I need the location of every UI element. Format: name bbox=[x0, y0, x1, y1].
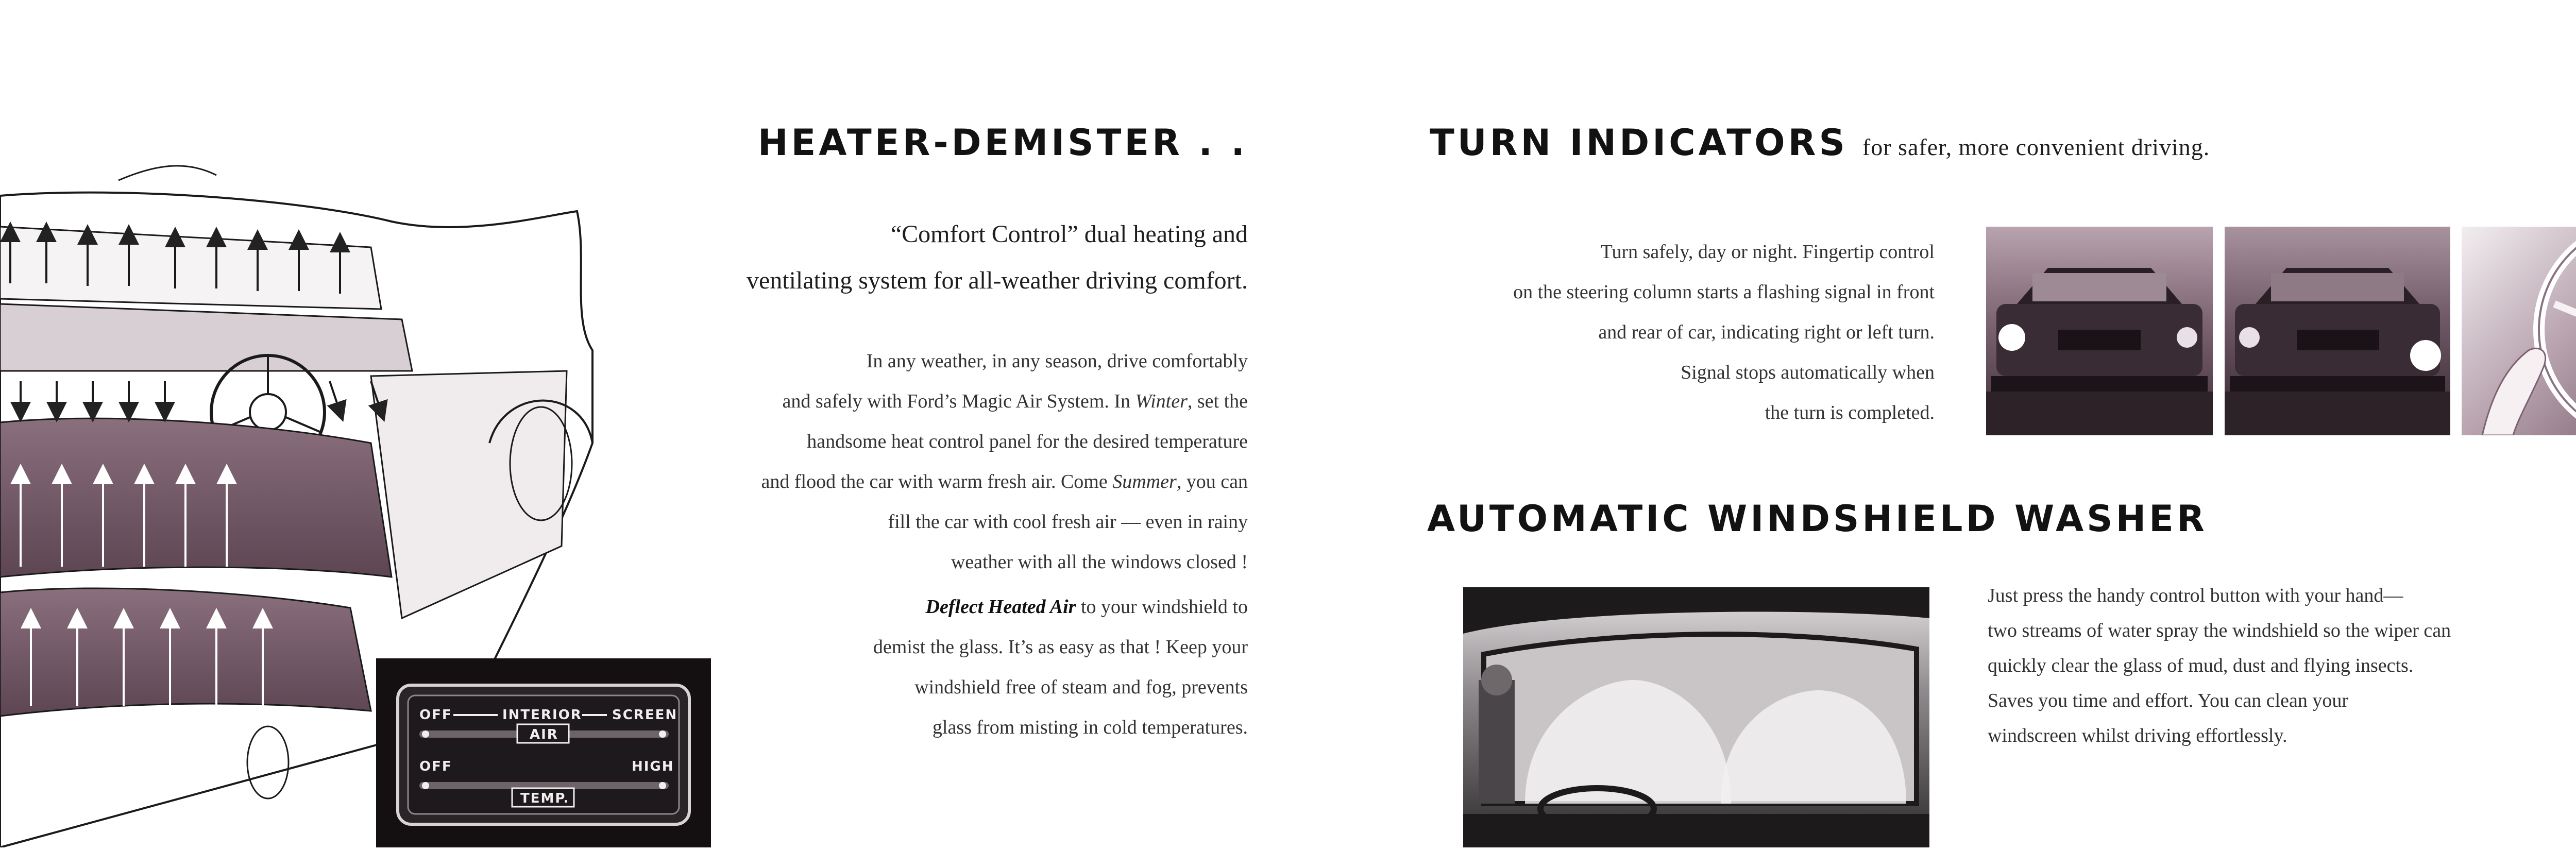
para-line: glass from misting in cold temperatures. bbox=[932, 717, 1248, 738]
car-front-photo-right bbox=[2225, 227, 2450, 435]
temp-high-label: HIGH bbox=[632, 759, 674, 774]
air-tag: AIR bbox=[530, 727, 558, 742]
para-line: two streams of water spray the windshield so the wiper can bbox=[1988, 620, 2451, 641]
para-line: fill the car with cool fresh air — even in rainy bbox=[888, 511, 1248, 533]
windshield-washer-photo bbox=[1463, 587, 1929, 847]
air-screen-label: SCREEN bbox=[612, 707, 678, 723]
para-line: quickly clear the glass of mud, dust and flying insects. bbox=[1988, 655, 2414, 676]
heater-intro-line: ventilating system for all-weather driving comfort. bbox=[746, 267, 1248, 294]
air-interior-label: INTERIOR bbox=[502, 707, 582, 723]
windshield-washer-text bbox=[1988, 578, 2576, 753]
temp-off-label: OFF bbox=[419, 759, 452, 774]
para-line: In any weather, in any season, drive comfortably bbox=[866, 350, 1248, 372]
heater-paragraph-2 bbox=[630, 587, 1248, 747]
windshield-washer-heading: AUTOMATIC WINDSHIELD WASHER bbox=[1427, 498, 2208, 540]
para-line: Saves you time and effort. You can clean your bbox=[1988, 690, 2349, 711]
para-line: Signal stops automatically when bbox=[1681, 362, 1935, 383]
para-line: Just press the handy control button with your hand— bbox=[1988, 585, 2403, 606]
para-line: Deflect Heated Air to your windshield to bbox=[925, 596, 1248, 618]
para-line: and rear of car, indicating right or left turn. bbox=[1598, 321, 1935, 343]
heater-intro bbox=[630, 211, 1248, 304]
heater-paragraph-1 bbox=[630, 341, 1248, 582]
air-off-label: OFF bbox=[419, 707, 452, 723]
para-line: the turn is completed. bbox=[1765, 402, 1935, 423]
para-line: demist the glass. It’s as easy as that ! Keep your bbox=[873, 636, 1248, 658]
heater-intro-line: “Comfort Control” dual heating and bbox=[890, 220, 1248, 248]
para-line: windscreen whilst driving effortlessly. bbox=[1988, 725, 2287, 746]
turn-stalk-photo bbox=[2462, 227, 2576, 435]
turn-indicators-subtitle: for safer, more convenient driving. bbox=[1862, 134, 2210, 160]
car-front-photo-left bbox=[1986, 227, 2213, 435]
turn-indicators-header bbox=[1430, 122, 2210, 164]
deflect-heated-air-lead: Deflect Heated Air bbox=[925, 596, 1076, 618]
para-line: weather with all the windows closed ! bbox=[951, 551, 1248, 573]
temp-tag: TEMP. bbox=[520, 791, 570, 806]
para-line: and safely with Ford’s Magic Air System. In Winter, set the bbox=[782, 390, 1248, 412]
para-line: handsome heat control panel for the desired temperature bbox=[807, 431, 1248, 452]
para-line: Turn safely, day or night. Fingertip control bbox=[1600, 241, 1935, 263]
para-line: and flood the car with warm fresh air. Come Summer, you can bbox=[761, 471, 1248, 492]
heater-demister-heading: HEATER-DEMISTER . . bbox=[757, 122, 1248, 164]
turn-indicators-text bbox=[1391, 232, 1935, 433]
para-line: on the steering column starts a flashing signal in front bbox=[1513, 281, 1935, 303]
turn-indicators-heading: TURN INDICATORS bbox=[1430, 122, 1848, 164]
para-line: windshield free of steam and fog, prevents bbox=[914, 676, 1248, 698]
